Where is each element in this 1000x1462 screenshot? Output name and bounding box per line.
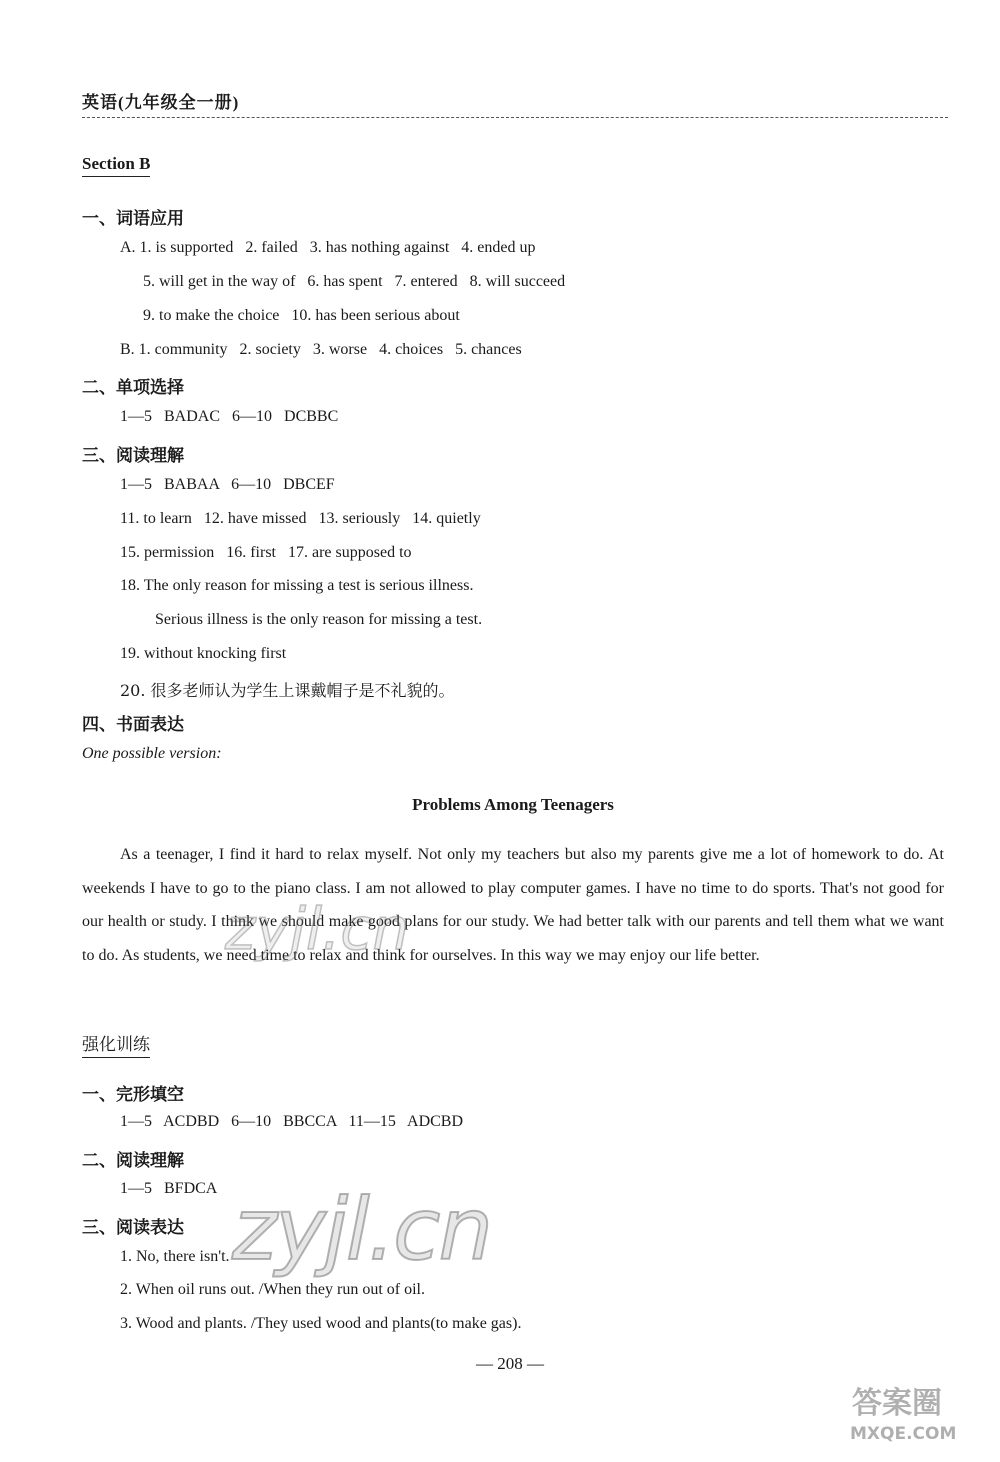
heading-vocabulary: 一、词语应用: [82, 209, 184, 228]
possible-version-label: One possible version:: [82, 745, 222, 762]
heading-single-choice: 二、单项选择: [82, 378, 184, 397]
essay-body: [82, 838, 944, 972]
running-header: 英语(九年级全一册): [82, 93, 240, 112]
answer-line: 11. to learn 12. have missed 13. seriously 14. quietly: [120, 510, 481, 527]
answer-line: 5. will get in the way of 6. has spent 7. entered 8. will succeed: [143, 273, 566, 290]
watermark-corner-url: MXQE.COM: [850, 1424, 957, 1444]
heading-reading-2: 二、阅读理解: [82, 1151, 184, 1170]
heading-reading-expression: 三、阅读表达: [82, 1218, 184, 1237]
answer-line-chinese: 20. 很多老师认为学生上课戴帽子是不礼貌的。: [120, 681, 455, 700]
answer-line: 9. to make the choice 10. has been serious about: [143, 307, 460, 324]
answer-line: 1—5 BABAA 6—10 DBCEF: [120, 476, 335, 493]
watermark-bottom: zyjl.cn: [232, 1180, 491, 1280]
essay-text: As a teenager, I find it hard to relax myself. Not only my teachers but also my parents give me a lot of homework to do. At weekends I have to go to the piano class. I am not allowed to play computer games. I have no time to do sports. That's not good for our health or study. I think we should make good plans for our study. We had better talk with our parents and tell them what we want to do. As students, we need time to relax and think for ourselves. In this way we may enjoy our life better.: [82, 846, 944, 964]
answer-line: 2. When oil runs out. /When they run out of oil.: [120, 1281, 425, 1298]
answer-line: 3. Wood and plants. /They used wood and plants(to make gas).: [120, 1315, 522, 1332]
training-title: 强化训练: [82, 1030, 150, 1058]
watermark-center: zyjl.cn: [225, 895, 410, 963]
answer-line: 1. No, there isn't.: [120, 1248, 230, 1265]
answer-line: 1—5 ACDBD 6—10 BBCCA 11—15 ADCBD: [120, 1113, 464, 1130]
answer-line: 18. The only reason for missing a test is serious illness.: [120, 577, 474, 594]
answer-line: Serious illness is the only reason for missing a test.: [155, 611, 483, 628]
watermark-corner-logo: 答案圈: [852, 1386, 942, 1421]
answer-line: 19. without knocking first: [120, 645, 287, 662]
answer-line: 15. permission 16. first 17. are supposed to: [120, 544, 412, 561]
answer-line: B. 1. community 2. society 3. worse 4. choices 5. chances: [120, 341, 522, 358]
section-b-title: Section B: [82, 154, 150, 177]
answer-line: A. 1. is supported 2. failed 3. has nothing against 4. ended up: [120, 239, 536, 256]
answer-line: 1—5 BADAC 6—10 DCBBC: [120, 408, 339, 425]
heading-reading: 三、阅读理解: [82, 446, 184, 465]
heading-cloze: 一、完形填空: [82, 1085, 184, 1104]
page-number: — 208 —: [476, 1354, 544, 1373]
heading-writing: 四、书面表达: [82, 715, 184, 734]
header-divider: [82, 117, 948, 118]
answer-line: 1—5 BFDCA: [120, 1180, 218, 1197]
essay-title: Problems Among Teenagers: [412, 795, 614, 814]
